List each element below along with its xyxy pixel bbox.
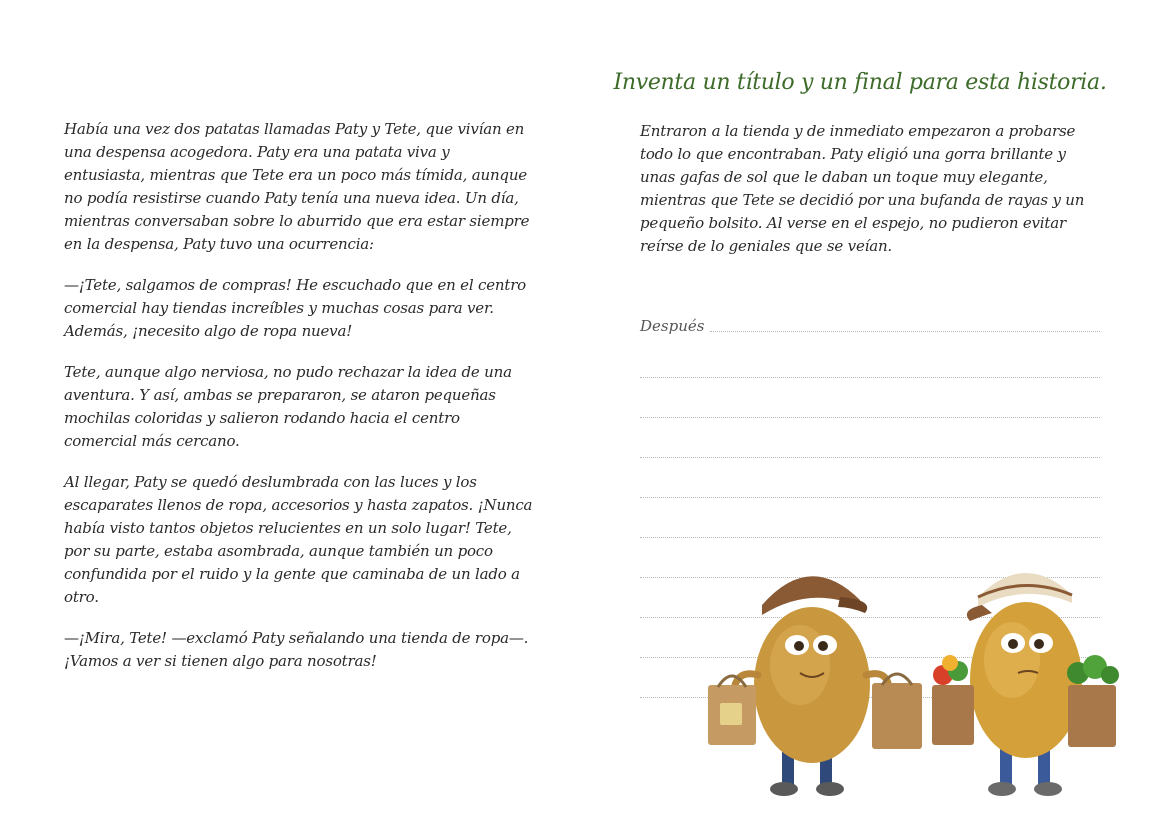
story-paragraph-1: Había una vez dos patatas llamadas Paty y Tete, que vivían en una despensa acogedora. Paty era una patata viva y entusiasta, mientras que Tete era un poco más tímida, aunque no podía resistirse cuando Paty tenía una nueva idea. Un día, mientras conversaban sobre lo aburrido que era estar siempre en la despensa, Paty tuvo una ocurrencia: [64, 120, 530, 253]
activity-heading: Inventa un título y un final para esta historia. [613, 70, 1107, 95]
first-line-rule [710, 330, 1100, 332]
writing-line[interactable] [640, 418, 1100, 458]
potato-characters-illustration [700, 545, 1140, 805]
potato-paty [708, 576, 922, 796]
potato-tete [932, 573, 1119, 796]
first-line-label: Después [640, 317, 705, 335]
story-paragraph-5: —¡Mira, Tete! —exclamó Paty señalando una tienda de ropa—. ¡Vamos a ver si tienen algo para nosotras! [64, 629, 529, 670]
writing-line[interactable] [640, 458, 1100, 498]
story-paragraph-2: —¡Tete, salgamos de compras! He escuchado que en el centro comercial hay tiendas increíbles y muchas cosas para ver. Además, ¡necesito algo de ropa nueva! [64, 276, 526, 340]
writing-line[interactable] [640, 338, 1100, 378]
two-potato-characters-with-shopping-bags-icon [700, 545, 1140, 805]
story-page [64, 118, 534, 691]
activity-prompt: Entraron a la tienda y de inmediato empezaron a probarse todo lo que encontraban. Paty eligió una gorra brillante y unas gafas de sol que le daban un toque muy elegante, mientras que Tete se decidió por una bufanda de rayas y un pequeño bolsito. Al verse en el espejo, no pudieron evitar reírse de lo geniales que se veían. [640, 122, 1085, 255]
story-paragraph-4: Al llegar, Paty se quedó deslumbrada con las luces y los escaparates llenos de ropa, accesorios y hasta zapatos. ¡Nunca había visto tantos objetos relucientes en un solo lugar! Tete, por su parte, estaba asombrada, aunque también un poco confundida por el ruido y la gente que caminaba de un lado a otro. [64, 473, 533, 606]
writing-line[interactable] [640, 378, 1100, 418]
writing-line-first[interactable] [640, 298, 1100, 338]
story-paragraph-3: Tete, aunque algo nerviosa, no pudo rechazar la idea de una aventura. Y así, ambas se prepararon, se ataron pequeñas mochilas coloridas y salieron rodando hacia el centro comercial más cercano. [64, 363, 512, 450]
writing-line[interactable] [640, 498, 1100, 538]
